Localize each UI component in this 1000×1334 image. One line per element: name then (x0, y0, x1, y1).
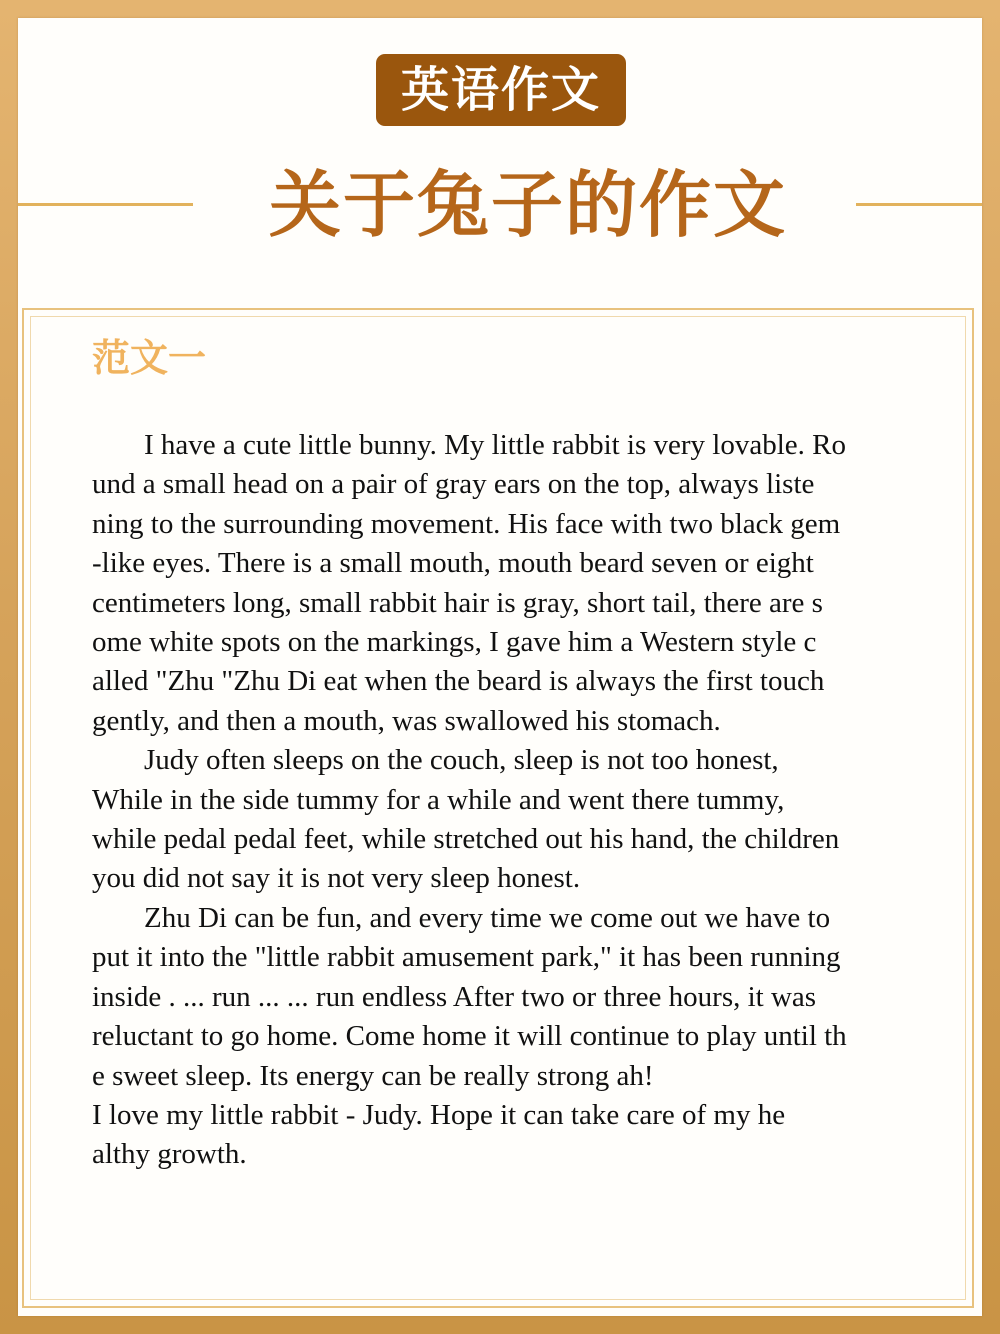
essay-line: -like eyes. There is a small mouth, mouth beard seven or eight (92, 547, 814, 580)
essay-line: gently, and then a mouth, was swallowed his stomach. (92, 704, 721, 737)
essay-line: While in the side tummy for a while and went there tummy, (92, 783, 785, 816)
paper-card (18, 18, 982, 1316)
essay-line: Zhu Di can be fun, and every time we come out we have to (144, 901, 831, 934)
essay-line: centimeters long, small rabbit hair is gray, short tail, there are s (92, 586, 823, 619)
essay-line: alled "Zhu "Zhu Di eat when the beard is always the first touch (92, 665, 825, 698)
essay-line: reluctant to go home. Come home it will continue to play until th (92, 1020, 847, 1053)
essay-line: inside . ... run ... ... run endless After two or three hours, it was (92, 980, 817, 1013)
essay-line: und a small head on a pair of gray ears on the top, always liste (92, 468, 815, 501)
title-rule-left (18, 203, 193, 206)
essay-line: Judy often sleeps on the couch, sleep is not too honest, (144, 744, 779, 777)
essay-line: ning to the surrounding movement. His face with two black gem (92, 507, 841, 540)
page-title: 关于兔子的作文 (268, 163, 787, 247)
section-title: 范文一 (92, 336, 207, 380)
essay-line: you did not say it is not very sleep honest. (92, 862, 581, 895)
essay-line: ome white spots on the markings, I gave him a Western style c (92, 626, 817, 659)
essay-line: e sweet sleep. Its energy can be really strong ah! (92, 1059, 654, 1092)
essay-line: I have a cute little bunny. My little rabbit is very lovable. Ro (144, 429, 847, 461)
category-badge: 英语作文 (376, 54, 626, 126)
essay-body (92, 426, 938, 1175)
essay-line: while pedal pedal feet, while stretched out his hand, the children (92, 823, 840, 856)
essay-line: put it into the "little rabbit amusement park," it has been running (92, 941, 841, 974)
title-rule-right (856, 203, 982, 206)
essay-line: I love my little rabbit - Judy. Hope it can take care of my he (92, 1098, 786, 1131)
essay-line: althy growth. (92, 1138, 247, 1171)
